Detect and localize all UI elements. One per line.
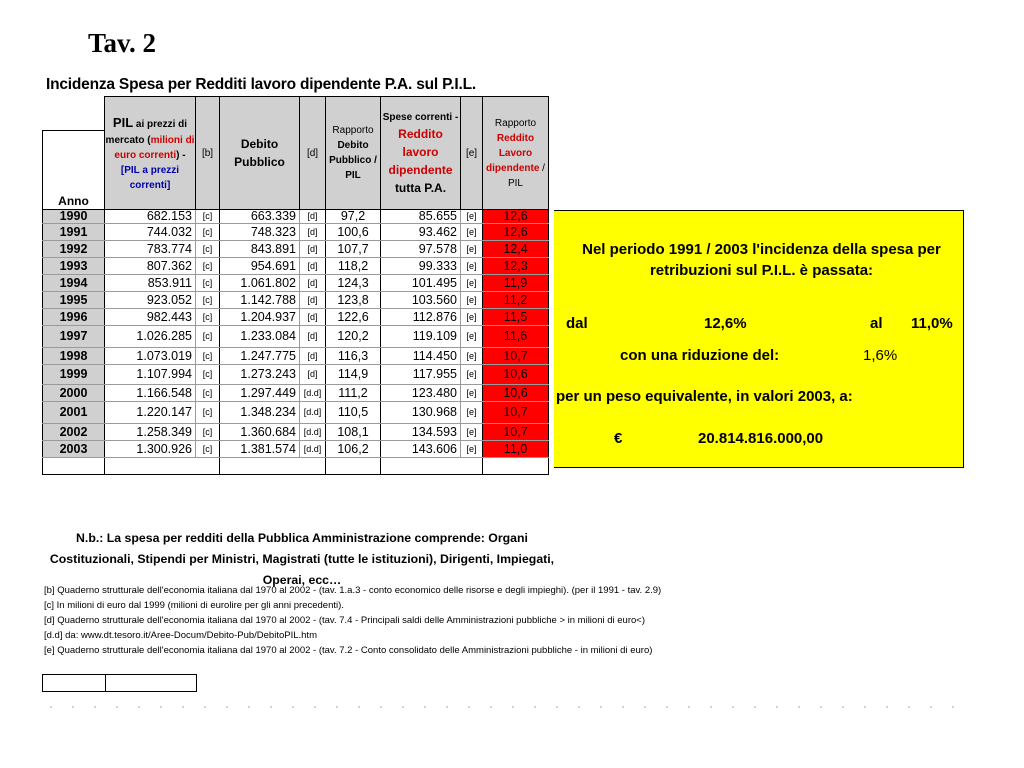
row-spese: 130.968 xyxy=(381,402,461,424)
row-pil: 807.362 xyxy=(105,258,196,275)
row-pil: 682.153 xyxy=(105,210,196,224)
row-pil-code: [c] xyxy=(196,326,220,348)
row-ratio: 11,6 xyxy=(483,326,549,348)
row-rapporto: 124,3 xyxy=(326,275,381,292)
row-ratio: 12,6 xyxy=(483,210,549,224)
row-pil-code: [c] xyxy=(196,224,220,241)
row-pil-code: [c] xyxy=(196,424,220,441)
row-spese-code: [e] xyxy=(461,210,483,224)
row-rapporto: 97,2 xyxy=(326,210,381,224)
row-debito-code: [d] xyxy=(300,348,326,365)
note-b: [b] Quaderno strutturale dell'economia italiana dal 1970 al 2002 - (tav. 1.a.3 - conto economico delle risorse e degli impieghi). (per il 1991 - tav. 2.9) xyxy=(44,585,662,596)
row-debito: 1.348.234 xyxy=(220,402,300,424)
header-pil-code: [b] xyxy=(196,97,220,210)
row-year: 1995 xyxy=(43,292,105,309)
row-debito: 1.233.084 xyxy=(220,326,300,348)
row-spese: 143.606 xyxy=(381,441,461,458)
row-debito-code: [d] xyxy=(300,309,326,326)
row-pil-code: [c] xyxy=(196,385,220,402)
summary-peso-label: per un peso equivalente, in valori 2003, a: xyxy=(556,388,853,405)
summary-intro: Nel periodo 1991 / 2003 l'incidenza della spesa per retribuzioni sul P.I.L. è passata: xyxy=(582,241,941,279)
row-pil: 1.107.994 xyxy=(105,365,196,385)
table-row xyxy=(43,224,549,241)
table-row xyxy=(43,365,549,385)
row-spese-code: [e] xyxy=(461,348,483,365)
row-spese: 112.876 xyxy=(381,309,461,326)
row-rapporto: 111,2 xyxy=(326,385,381,402)
row-debito: 954.691 xyxy=(220,258,300,275)
row-pil: 1.166.548 xyxy=(105,385,196,402)
row-rapporto: 116,3 xyxy=(326,348,381,365)
row-rapporto: 100,6 xyxy=(326,224,381,241)
row-ratio: 10,7 xyxy=(483,348,549,365)
summary-riduzione-label: con una riduzione del: xyxy=(620,347,780,364)
summary-dal-label: dal xyxy=(566,315,588,332)
row-ratio: 10,7 xyxy=(483,402,549,424)
row-year: 2002 xyxy=(43,424,105,441)
row-debito-code: [d.d] xyxy=(300,402,326,424)
note-d: [d] Quaderno strutturale dell'economia italiana dal 1970 al 2002 - (tav. 7.4 - Principali saldi delle Amministrazioni pubbliche > in milioni di euro<) xyxy=(44,615,645,626)
row-pil-code: [c] xyxy=(196,309,220,326)
summary-dal-value: 12,6% xyxy=(704,315,747,332)
row-year: 1998 xyxy=(43,348,105,365)
row-pil: 853.911 xyxy=(105,275,196,292)
row-ratio: 12,4 xyxy=(483,241,549,258)
table-row xyxy=(43,348,549,365)
row-debito-code: [d] xyxy=(300,258,326,275)
euro-symbol: € xyxy=(614,430,623,447)
note-dd: [d.d] da: www.dt.tesoro.it/Aree-Docum/Debito-Pub/DebitoPIL.htm xyxy=(44,630,317,641)
row-spese-code: [e] xyxy=(461,241,483,258)
row-pil-code: [c] xyxy=(196,348,220,365)
row-pil: 1.300.926 xyxy=(105,441,196,458)
row-spese: 123.480 xyxy=(381,385,461,402)
row-spese-code: [e] xyxy=(461,292,483,309)
row-debito-code: [d.d] xyxy=(300,385,326,402)
row-debito-code: [d] xyxy=(300,326,326,348)
header-debito-code: [d] xyxy=(300,97,326,210)
row-spese: 93.462 xyxy=(381,224,461,241)
row-pil-code: [c] xyxy=(196,275,220,292)
row-debito: 663.339 xyxy=(220,210,300,224)
row-pil-code: [c] xyxy=(196,258,220,275)
row-pil: 1.026.285 xyxy=(105,326,196,348)
row-ratio: 10,7 xyxy=(483,424,549,441)
row-ratio: 12,3 xyxy=(483,258,549,275)
row-year: 1997 xyxy=(43,326,105,348)
row-year: 1990 xyxy=(43,210,105,224)
summary-al-label: al xyxy=(870,315,883,332)
row-ratio: 11,5 xyxy=(483,309,549,326)
header-debito: Debito Pubblico xyxy=(220,97,300,210)
row-pil-code: [c] xyxy=(196,365,220,385)
row-debito-code: [d] xyxy=(300,275,326,292)
row-year: 1992 xyxy=(43,241,105,258)
row-debito: 1.381.574 xyxy=(220,441,300,458)
row-year: 1991 xyxy=(43,224,105,241)
row-pil-code: [c] xyxy=(196,241,220,258)
header-anno: Anno xyxy=(43,131,105,210)
row-ratio: 10,6 xyxy=(483,365,549,385)
row-rapporto: 122,6 xyxy=(326,309,381,326)
row-spese-code: [e] xyxy=(461,326,483,348)
row-spese-code: [e] xyxy=(461,258,483,275)
row-debito: 843.891 xyxy=(220,241,300,258)
dotted-line xyxy=(40,705,970,709)
table-row xyxy=(43,241,549,258)
table-row xyxy=(43,424,549,441)
row-rapporto: 120,2 xyxy=(326,326,381,348)
row-ratio: 12,6 xyxy=(483,224,549,241)
row-pil: 744.032 xyxy=(105,224,196,241)
row-debito: 1.273.243 xyxy=(220,365,300,385)
row-debito-code: [d] xyxy=(300,241,326,258)
row-spese-code: [e] xyxy=(461,424,483,441)
row-spese: 134.593 xyxy=(381,424,461,441)
summary-riduzione-value: 1,6% xyxy=(863,347,898,364)
data-table xyxy=(42,96,549,475)
row-rapporto: 114,9 xyxy=(326,365,381,385)
row-spese: 114.450 xyxy=(381,348,461,365)
row-debito-code: [d] xyxy=(300,224,326,241)
row-debito-code: [d] xyxy=(300,292,326,309)
table-row xyxy=(43,258,549,275)
row-spese: 97.578 xyxy=(381,241,461,258)
row-year: 2001 xyxy=(43,402,105,424)
row-pil-code: [c] xyxy=(196,441,220,458)
row-spese: 101.495 xyxy=(381,275,461,292)
row-pil-code: [c] xyxy=(196,292,220,309)
table-row xyxy=(43,402,549,424)
row-rapporto: 106,2 xyxy=(326,441,381,458)
note-c: [c] In milioni di euro dal 1999 (milioni di eurolire per gli anni precedenti). xyxy=(44,600,344,611)
summary-al-value: 11,0% xyxy=(911,315,953,332)
row-debito: 1.247.775 xyxy=(220,348,300,365)
row-ratio: 10,6 xyxy=(483,385,549,402)
row-debito: 1.061.802 xyxy=(220,275,300,292)
row-ratio: 11,9 xyxy=(483,275,549,292)
row-spese: 119.109 xyxy=(381,326,461,348)
row-spese-code: [e] xyxy=(461,224,483,241)
row-spese: 117.955 xyxy=(381,365,461,385)
row-spese-code: [e] xyxy=(461,275,483,292)
row-debito-code: [d] xyxy=(300,210,326,224)
row-year: 2003 xyxy=(43,441,105,458)
row-year: 1993 xyxy=(43,258,105,275)
row-ratio: 11,2 xyxy=(483,292,549,309)
row-pil: 1.220.147 xyxy=(105,402,196,424)
summary-box xyxy=(554,210,964,468)
row-pil: 1.258.349 xyxy=(105,424,196,441)
row-pil: 783.774 xyxy=(105,241,196,258)
header-rapporto: Rapporto Debito Pubblico / PIL xyxy=(326,97,381,210)
table-row xyxy=(43,326,549,348)
row-pil-code: [c] xyxy=(196,210,220,224)
table-row xyxy=(43,385,549,402)
table-row xyxy=(43,210,549,224)
row-debito: 1.297.449 xyxy=(220,385,300,402)
table-row xyxy=(43,441,549,458)
row-pil: 1.073.019 xyxy=(105,348,196,365)
row-ratio: 11,0 xyxy=(483,441,549,458)
row-spese: 99.333 xyxy=(381,258,461,275)
row-year: 2000 xyxy=(43,385,105,402)
row-year: 1996 xyxy=(43,309,105,326)
row-pil: 982.443 xyxy=(105,309,196,326)
row-rapporto: 108,1 xyxy=(326,424,381,441)
row-rapporto: 123,8 xyxy=(326,292,381,309)
row-spese: 103.560 xyxy=(381,292,461,309)
row-spese-code: [e] xyxy=(461,365,483,385)
row-debito: 1.360.684 xyxy=(220,424,300,441)
row-pil-code: [c] xyxy=(196,402,220,424)
row-spese-code: [e] xyxy=(461,402,483,424)
header-rapporto-reddito: Rapporto Reddito Lavoro dipendente / PIL xyxy=(483,97,549,210)
row-rapporto: 118,2 xyxy=(326,258,381,275)
header-pil: PIL ai prezzi di mercato (milioni di euro correnti) - [PIL a prezzi correnti] xyxy=(105,97,196,210)
row-spese-code: [e] xyxy=(461,385,483,402)
nb-note: N.b.: La spesa per redditi della Pubblica Amministrazione comprende: Organi Costituzionali, Stipendi per Ministri, Magistrati (tutte le istituzioni), Dirigenti, Impiegati, Operai, ecc… xyxy=(49,531,555,587)
row-spese-code: [e] xyxy=(461,309,483,326)
row-rapporto: 110,5 xyxy=(326,402,381,424)
row-debito: 1.142.788 xyxy=(220,292,300,309)
row-debito-code: [d.d] xyxy=(300,424,326,441)
table-row xyxy=(43,292,549,309)
empty-row xyxy=(43,458,549,475)
page-heading: Tav. 2 xyxy=(88,28,157,58)
row-debito-code: [d.d] xyxy=(300,441,326,458)
table-title: Incidenza Spesa per Redditi lavoro dipendente P.A. sul P.I.L. xyxy=(46,76,476,93)
header-spese-code: [e] xyxy=(461,97,483,210)
row-debito: 1.204.937 xyxy=(220,309,300,326)
table-row xyxy=(43,275,549,292)
row-spese-code: [e] xyxy=(461,441,483,458)
note-e: [e] Quaderno strutturale dell'economia italiana dal 1970 al 2002 - (tav. 7.2 - Conto consolidato delle Amministrazioni pubbliche - in milioni di euro) xyxy=(44,645,653,656)
row-debito: 748.323 xyxy=(220,224,300,241)
row-year: 1999 xyxy=(43,365,105,385)
empty-box xyxy=(42,674,197,692)
row-debito-code: [d] xyxy=(300,365,326,385)
row-spese: 85.655 xyxy=(381,210,461,224)
row-pil: 923.052 xyxy=(105,292,196,309)
summary-euro-value: 20.814.816.000,00 xyxy=(698,430,824,447)
row-rapporto: 107,7 xyxy=(326,241,381,258)
row-year: 1994 xyxy=(43,275,105,292)
header-spese: Spese correnti - Reddito lavoro dipendente tutta P.A. xyxy=(381,97,461,210)
table-row xyxy=(43,309,549,326)
